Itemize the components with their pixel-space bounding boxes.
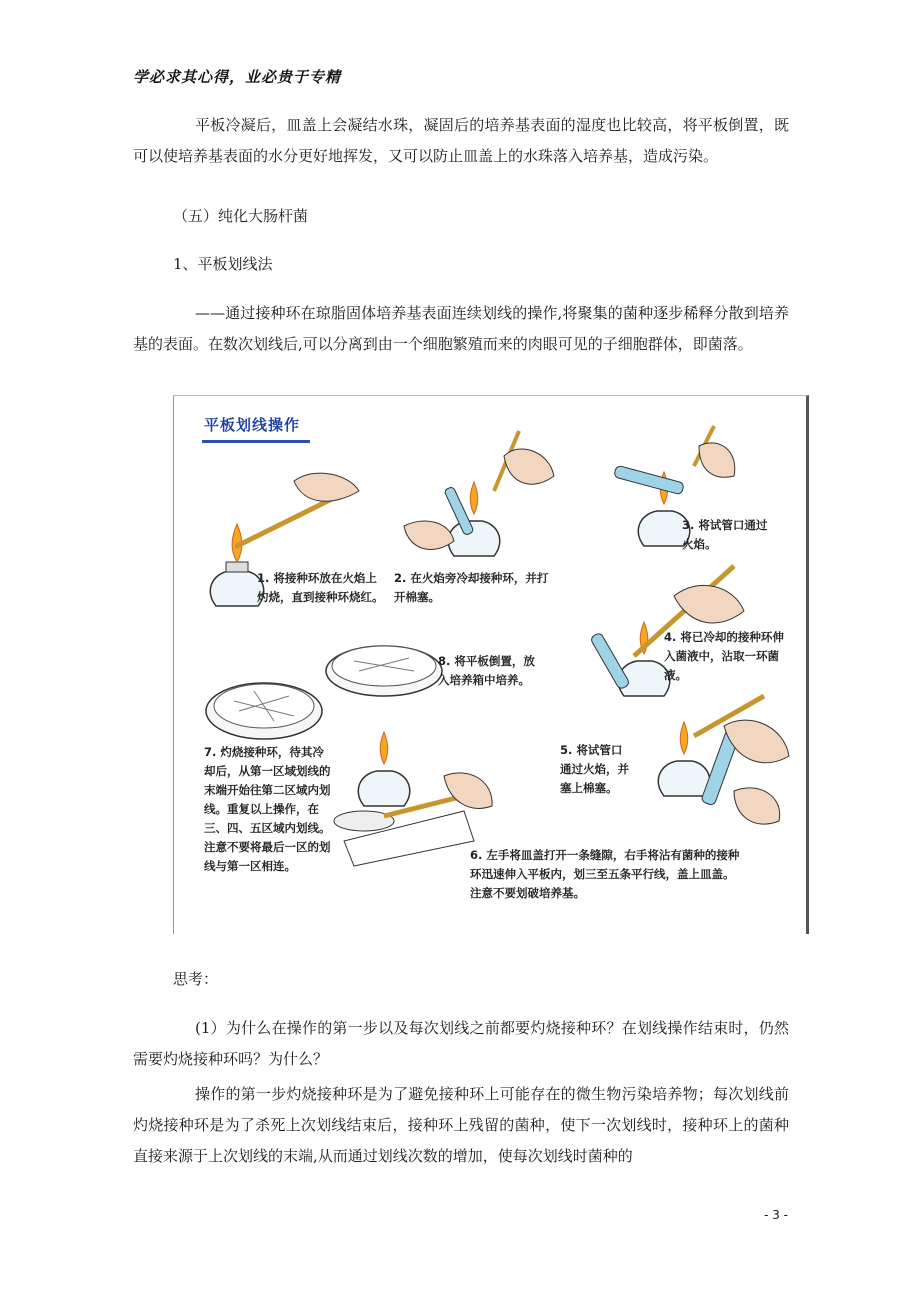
caption-step-5: 5. 将试管口通过火焰，并塞上棉塞。 [560,743,629,795]
caption-step-2: 2. 在火焰旁冷却接种环，并打开棉塞。 [394,571,549,604]
step8-illustration [326,646,442,696]
caption-step-8: 8. 将平板倒置，放入培养箱中培养。 [438,654,535,687]
streak-plate-figure [173,395,809,934]
paragraph-plate-cooling: 平板冷凝后，皿盖上会凝结水珠，凝固后的培养基表面的湿度也比较高，将平板倒置，既可以使培养基表面的水分更好地挥发，又可以防止皿盖上的水珠落入培养基，造成污染。 [133,116,789,165]
step7-illustration [206,683,322,739]
subsection-heading: 1、平板划线法 [173,255,273,273]
caption-step-6: 6. 左手将皿盖打开一条缝隙，右手将沾有菌种的接种环迅速伸入平板内，划三至五条平行线，盖上皿盖。注意不要划破培养基。 [470,848,740,900]
think-heading: 思考： [173,970,219,988]
answer-1: 操作的第一步灼烧接种环是为了避免接种环上可能存在的微生物污染培养物；每次划线前灼烧接种环是为了杀死上次划线结束后，接种环上残留的菌种，使下一次划线时，接种环上的菌种直接来源于上次划线的末端,从而通过划线次数的增加，使每次划线时菌种的 [133,1085,789,1165]
step2-illustration [404,431,554,556]
header-motto: 学必求其心得，业必贵于专精 [133,68,342,86]
caption-step-3: 3. 将试管口通过火焰。 [682,518,768,551]
caption-step-4: 4. 将已冷却的接种环伸入菌液中，沾取一环菌液。 [664,630,784,682]
page-number: - 3 - [764,1208,788,1222]
caption-step-1: 1. 将接种环放在火焰上灼烧，直到接种环烧红。 [257,571,384,604]
step6-illustration [334,732,492,866]
section-heading: （五）纯化大肠杆菌 [173,207,309,225]
step5-illustration [658,696,789,824]
caption-step-7: 7. 灼烧接种环，待其冷却后，从第一区域划线的末端开始往第二区域内划线。重复以上操作，在三、四、五区域内划线。注意不要将最后一区的划线与第一区相连。 [204,745,331,873]
figure-title: 平板划线操作 [204,416,301,434]
paragraph-streak-definition: ——通过接种环在琼脂固体培养基表面连续划线的操作,将聚集的菌种逐步稀释分散到培养基的表面。在数次划线后,可以分离到由一个细胞繁殖而来的肉眼可见的子细胞群体，即菌落。 [133,304,789,353]
question-1: (1）为什么在操作的第一步以及每次划线之前都要灼烧接种环？在划线操作结束时，仍然需要灼烧接种环吗？为什么？ [133,1019,789,1068]
